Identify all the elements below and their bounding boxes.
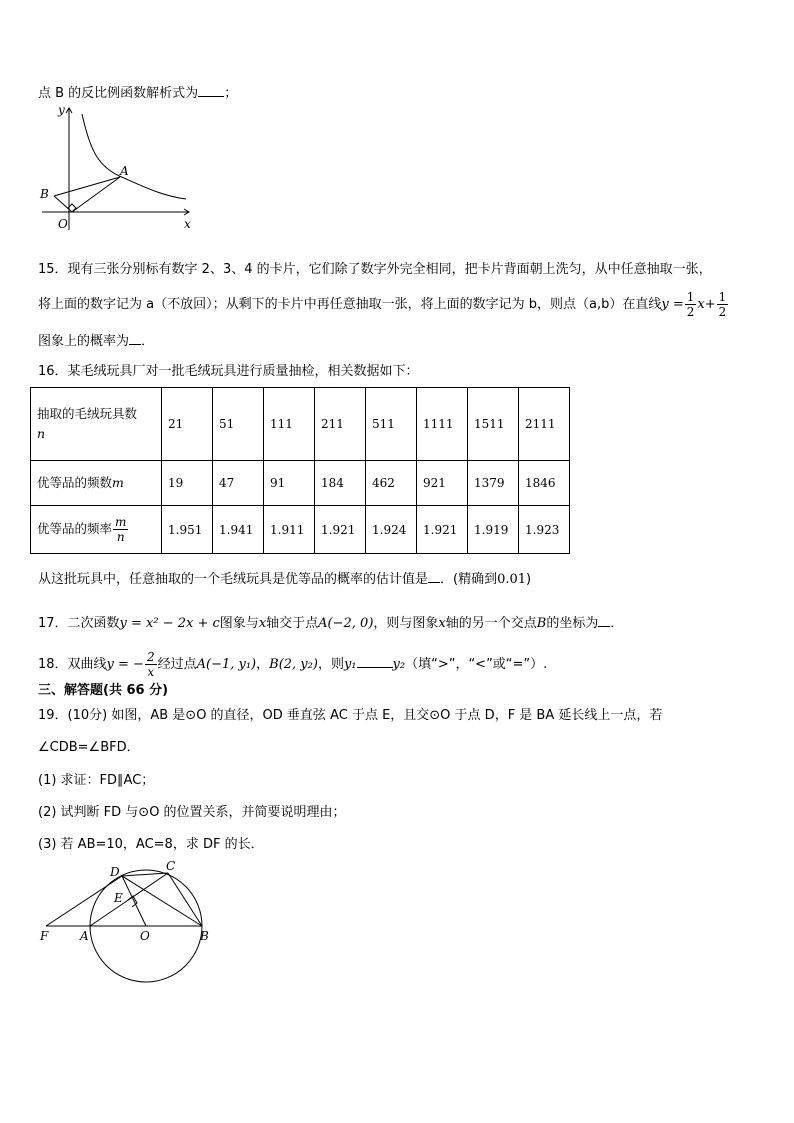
x-axis-label: x [184,217,191,231]
q19-part3: (3) 若 AB=10，AC=8，求 DF 的长． [38,837,264,852]
q15-frac2-den: 2 [718,305,727,319]
table-cell: 211 [315,388,366,461]
row-m-label: 优等品的频数 [37,475,113,490]
hyperbola-curve [82,114,186,199]
q17-mid: 图象与 [219,616,259,631]
q17-mid4: 轴的另一个交点 [445,616,537,631]
point-f-label: F [40,929,49,943]
table-cell: 921 [417,461,468,506]
frequency-frac-den: n [116,530,125,544]
q16-precision: 0.01 [497,572,527,587]
segment-oa [72,177,120,212]
q16-data-table [30,387,570,554]
y-axis-label: y [58,103,65,117]
table-cell: 1846 [519,461,570,506]
table-cell: 1511 [468,388,519,461]
table-row-m [31,461,570,506]
table-cell: 1379 [468,461,519,506]
table-cell: 2111 [519,388,570,461]
q18-point-a: A(−1, y₁) [196,657,257,672]
table-cell: 511 [366,388,417,461]
table-cell: 51 [213,388,264,461]
q17-end: 的坐标为 [546,616,599,631]
q17-point-a: A(−2, 0) [318,616,374,631]
point-c-label: C [166,859,176,873]
q18-frac-num: 2 [146,650,155,664]
table-row-frequency [31,506,570,554]
point-b-label: B [200,929,209,943]
segment-dc [122,873,168,876]
row-frequency-label: 优等品的频率 [37,521,113,536]
table-cell: 1.911 [264,506,315,554]
row-frequency-fraction [113,515,128,544]
frequency-frac-num: m [115,515,127,529]
point-a-label: A [80,929,89,943]
segment-ab [54,177,120,196]
table-cell: 47 [213,461,264,506]
q17-mid3: ，则与图象 [373,616,439,631]
q17-function: y = x² − 2x + c [119,616,220,631]
q15-frac2-num: 1 [718,290,727,304]
q16-after-end: ．(精确到 [440,572,498,587]
q15-fraction-2 [717,290,729,319]
q16-close: ) [526,572,532,587]
q16-after [38,568,531,589]
table-cell: 1.921 [417,506,468,554]
q15-line3-end: ． [141,334,155,349]
q15-line2-text: 将上面的数字记为 a（不放回）；从剩下的卡片中再任意抽取一张，将上面的数字记为 b，则点（a,b）在直线 [38,297,662,312]
q18-then: ，则 [317,657,344,672]
row-m-header [31,461,162,506]
q18-point-b: B(2, y₂) [269,657,318,672]
q14-tail-text: 点 B 的反比例函数解析式为 [38,86,199,101]
q16-after-text: 从这批玩具中，任意抽取的一个毛绒玩具是优等品的概率的估计值是 [38,572,429,587]
table-cell: 21 [162,388,213,461]
q15-line1: 15．现有三张分别标有数字 2、3、4 的卡片，它们除了数字外完全相同，把卡片背面朝上洗匀，从中任意抽取一张， [38,262,712,277]
row-m-var: m [112,475,124,490]
q17-line [38,612,623,633]
point-b-label: B [40,187,49,201]
q18-fraction [145,650,157,679]
table-cell: 19 [162,461,213,506]
q17-mid2: 轴交于点 [266,616,319,631]
row-frequency-header [31,506,162,554]
q18-frac-den: x [147,665,155,679]
table-cell: 1.924 [366,506,417,554]
q19-part2: (2) 试判断 FD 与⊙O 的位置关系，并简要说明理由； [38,805,346,820]
segment-fd [46,876,122,926]
table-cell: 91 [264,461,315,506]
table-cell: 462 [366,461,417,506]
point-e-label: E [114,891,123,905]
hyperbola-figure [34,100,199,235]
q17-end2: ． [610,616,624,631]
q18-mid: 经过点 [157,657,197,672]
q15-eq-x: x+ [697,297,716,312]
table-cell: 1.941 [213,506,264,554]
point-o-label: O [140,929,150,943]
circle-geometry-figure [36,856,216,1016]
section-3-heading: 三、解答题(共 66 分) [38,683,169,698]
q15-frac1-num: 1 [686,290,695,304]
point-a-label: A [120,164,129,178]
row-n-var: n [37,426,46,441]
q15-answer-blank [129,330,141,345]
q17-x2: x [438,616,446,631]
q17-answer-blank [598,612,610,627]
q17-point-b: B [536,616,547,631]
q15-fraction-1 [685,290,697,319]
row-n-header [31,388,162,461]
table-cell: 1.921 [315,506,366,554]
q19-line2: ∠CDB=∠BFD． [38,740,140,755]
q14-tail-suffix: ； [224,86,238,101]
q17-x: x [258,616,267,631]
q19-part1: (1) 求证：FD∥AC； [38,773,155,788]
table-cell: 1.919 [468,506,519,554]
q18-y1: y₁ [343,657,357,672]
q18-end: （填“>”，“<”或“=”）. [405,657,548,672]
segment-cb [168,873,202,926]
table-cell: 184 [315,461,366,506]
q15-frac1-den: 2 [686,305,695,319]
q19-line1: 19．(10分) 如图，AB 是⊙O 的直径，OD 垂直弦 AC 于点 E，且交⊙O 于点 D，F 是 BA 延长线上一点，若 [38,708,663,723]
q18-y2: y₂ [392,657,406,672]
q18-pre: 18．双曲线 [38,657,107,672]
row-n-label: 抽取的毛绒玩具数 [37,406,138,421]
table-cell: 1.923 [519,506,570,554]
table-row-n [31,388,570,461]
q15-line3-text: 图象上的概率为 [38,334,130,349]
q16-intro: 16．某毛绒玩具厂对一批毛绒玩具进行质量抽检，相关数据如下： [38,364,419,379]
q18-y-eq: y = − [106,657,144,672]
q18-answer-blank [357,653,393,668]
point-d-label: D [110,865,120,879]
table-cell: 111 [264,388,315,461]
q18-line: 18．双曲线y = − $\frac{2}{x}$ 经过点A(−1, y₁)，B(2, y₂)，则y₁ y₂（填“>”，“<”或“=”）. [38,650,548,679]
table-cell: 1111 [417,388,468,461]
origin-label: O [58,217,68,231]
q15-line3 [38,330,154,351]
q15-line2 [38,290,729,319]
q17-pre: 17．二次函数 [38,616,120,631]
q16-answer-blank [428,568,440,583]
table-cell: 1.951 [162,506,213,554]
q14-answer-blank [198,82,224,97]
q15-eq-y: y = [661,297,684,312]
